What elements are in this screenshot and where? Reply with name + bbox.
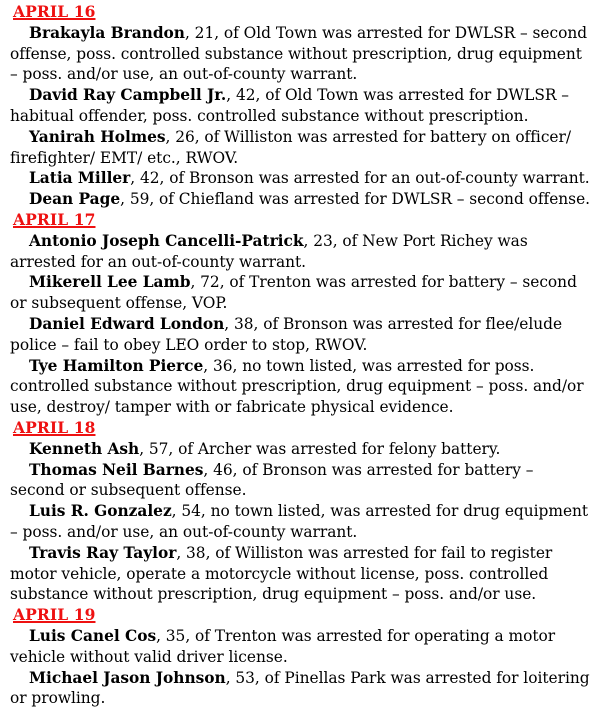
- arrestee-name: Luis Canel Cos: [29, 627, 156, 645]
- arrestee-name: Antonio Joseph Cancelli-Patrick: [29, 232, 304, 250]
- arrestee-name: Luis R. Gonzalez: [29, 502, 172, 520]
- arrest-entry: [10, 543, 592, 605]
- arrestee-name: Kenneth Ash: [29, 440, 139, 458]
- arrestee-name: David Ray Campbell Jr.: [29, 86, 226, 104]
- arrest-detail: , 42, of Bronson was arrested for an out-of-county warrant.: [130, 169, 589, 187]
- arrest-entry: [10, 501, 592, 543]
- date-heading-row: [10, 418, 592, 439]
- arrest-detail: , 54, no town listed, was arrested for drug equipment – poss. and/or use, an out-of-county warrant.: [10, 502, 588, 541]
- arrest-entry: [10, 85, 592, 127]
- arrestee-name: Michael Jason Johnson: [29, 669, 226, 687]
- arrest-entry: [10, 668, 592, 709]
- arrest-detail: , 46, of Bronson was arrested for battery – second or subsequent offense.: [10, 461, 533, 500]
- arrestee-name: Dean Page: [29, 190, 120, 208]
- arrestee-name: Latia Miller: [29, 169, 130, 187]
- arrest-detail: , 59, of Chiefland was arrested for DWLSR – second offense.: [120, 190, 590, 208]
- date-heading: APRIL 19: [13, 605, 95, 626]
- arrest-detail: , 42, of Old Town was arrested for DWLSR – habitual offender, poss. controlled substance without prescription.: [10, 86, 569, 125]
- arrest-entry: [10, 189, 592, 210]
- date-heading: APRIL 18: [13, 418, 95, 439]
- arrest-entry: [10, 356, 592, 418]
- arrest-entry: [10, 314, 592, 356]
- arrest-detail: , 36, no town listed, was arrested for poss. controlled substance without prescription, drug equipment – poss. and/or use, destroy/ tamper with or fabricate physical evidence.: [10, 357, 584, 417]
- arrestee-name: Daniel Edward London: [29, 315, 224, 333]
- date-heading-row: [10, 605, 592, 626]
- arrest-entry: [10, 460, 592, 502]
- arrest-detail: , 53, of Pinellas Park was arrested for loitering or prowling.: [10, 669, 590, 708]
- arrest-entry: [10, 127, 592, 169]
- arrest-entry: [10, 626, 592, 668]
- arrest-detail: , 35, of Trenton was arrested for operating a motor vehicle without valid driver license.: [10, 627, 555, 666]
- arrest-entry: [10, 439, 592, 460]
- date-heading: APRIL 17: [13, 210, 95, 231]
- date-heading-row: [10, 2, 592, 23]
- arrestee-name: Mikerell Lee Lamb: [29, 273, 190, 291]
- arrestee-name: Tye Hamilton Pierce: [29, 357, 203, 375]
- arrest-detail: , 38, of Williston was arrested for fail to register motor vehicle, operate a motorcycle without license, poss. controlled substance without prescription, drug equipment – poss. and/or use.: [10, 544, 552, 604]
- arrest-entry: [10, 272, 592, 314]
- arrestee-name: Yanirah Holmes: [29, 128, 166, 146]
- arrest-detail: , 23, of New Port Richey was arrested for an out-of-county warrant.: [10, 232, 528, 271]
- date-heading: APRIL 16: [13, 2, 95, 23]
- arrestee-name: Travis Ray Taylor: [29, 544, 176, 562]
- date-heading-row: [10, 210, 592, 231]
- arrestee-name: Brakayla Brandon: [29, 24, 185, 42]
- arrest-detail: , 38, of Bronson was arrested for flee/elude police – fail to obey LEO order to stop, RWOV.: [10, 315, 562, 354]
- arrestee-name: Thomas Neil Barnes: [29, 461, 203, 479]
- arrest-detail: , 21, of Old Town was arrested for DWLSR – second offense, poss. controlled substance without prescription, drug equipment – poss. and/or use, an out-of-county warrant.: [10, 24, 587, 84]
- arrest-detail: , 57, of Archer was arrested for felony battery.: [139, 440, 500, 458]
- arrest-entry: [10, 168, 592, 189]
- arrest-detail: , 72, of Trenton was arrested for battery – second or subsequent offense, VOP.: [10, 273, 577, 312]
- arrest-entry: [10, 23, 592, 85]
- arrest-detail: , 26, of Williston was arrested for battery on officer/ firefighter/ EMT/ etc., RWOV.: [10, 128, 571, 167]
- arrest-entry: [10, 231, 592, 273]
